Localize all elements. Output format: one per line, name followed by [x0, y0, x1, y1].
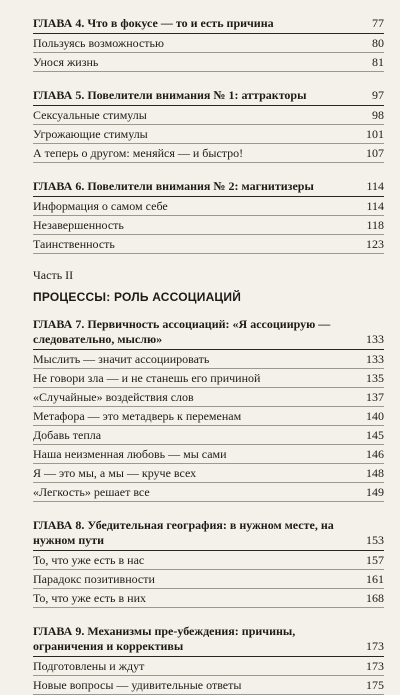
part-label: Часть II [33, 268, 74, 282]
page-number: 101 [366, 127, 384, 141]
entry-title: Добавь тепла [33, 428, 102, 442]
toc-entry[interactable] [33, 350, 384, 369]
chapter-title: ГЛАВА 5. Повелители внимания № 1: аттракторы [33, 88, 307, 102]
page-number: 118 [366, 218, 384, 232]
chapter-title: ГЛАВА 6. Повелители внимания № 2: магнитизеры [33, 179, 314, 193]
chapter-heading[interactable] [33, 177, 384, 197]
page-number: 107 [366, 146, 384, 160]
toc-entry[interactable] [33, 369, 384, 388]
toc-entry[interactable] [33, 144, 384, 163]
toc-entry[interactable] [33, 34, 384, 53]
toc-entry[interactable] [33, 551, 384, 570]
chapter-title: ГЛАВА 7. Первичность ассоциаций: «Я ассоциирую — следовательно, мыслю» [33, 317, 331, 346]
page-number: 114 [366, 199, 384, 213]
entry-title: Угрожающие стимулы [33, 127, 148, 141]
spacer [33, 502, 384, 516]
toc-entry[interactable] [33, 125, 384, 144]
toc-entry[interactable] [33, 216, 384, 235]
entry-title: «Легкость» решает все [33, 485, 150, 499]
chapter-heading[interactable] [33, 516, 384, 551]
entry-title: Пользуясь возможностью [33, 36, 164, 50]
page-number: 80 [372, 36, 384, 50]
page-number: 145 [366, 428, 384, 442]
chapter-heading[interactable] [33, 315, 384, 350]
toc-entry[interactable] [33, 235, 384, 254]
page-number: 161 [366, 572, 384, 586]
entry-title: Парадокс позитивности [33, 572, 155, 586]
toc-entry[interactable] [33, 53, 384, 72]
entry-title: «Случайные» воздействия слов [33, 390, 194, 404]
toc-entry[interactable] [33, 570, 384, 589]
spacer [33, 163, 384, 177]
page-number: 149 [366, 485, 384, 499]
entry-title: Новые вопросы — удивительные ответы [33, 678, 242, 692]
entry-title: Не говори зла — и не станешь его причиной [33, 371, 261, 385]
chapter-heading[interactable] [33, 14, 384, 34]
page-number: 123 [366, 237, 384, 251]
page-number: 97 [372, 88, 384, 102]
page-number: 173 [366, 639, 384, 653]
page-number: 168 [366, 591, 384, 605]
entry-title: Мыслить — значит ассоциировать [33, 352, 210, 366]
page-number: 135 [366, 371, 384, 385]
entry-title: А теперь о другом: меняйся — и быстро! [33, 146, 244, 160]
entry-title: Информация о самом себе [33, 199, 168, 213]
page-number: 114 [366, 179, 384, 193]
page-number: 98 [372, 108, 384, 122]
page-number: 140 [366, 409, 384, 423]
chapter-4 [33, 14, 384, 72]
toc-entry[interactable] [33, 445, 384, 464]
entry-title: Я — это мы, а мы — круче всех [33, 466, 197, 480]
entry-title: Метафора — это метадверь к переменам [33, 409, 242, 423]
chapter-7 [33, 315, 384, 502]
page-number: 173 [366, 659, 384, 673]
spacer [33, 72, 384, 86]
page-number: 153 [366, 533, 384, 547]
entry-title: Таинственность [33, 237, 115, 251]
chapter-6 [33, 177, 384, 254]
page-number: 137 [366, 390, 384, 404]
page-number: 157 [366, 553, 384, 567]
chapter-9 [33, 622, 384, 695]
toc-entry[interactable] [33, 407, 384, 426]
page-number: 81 [372, 55, 384, 69]
entry-title: Сексуальные стимулы [33, 108, 147, 122]
chapter-title: ГЛАВА 4. Что в фокусе — то и есть причина [33, 16, 274, 30]
entry-title: Незавершенность [33, 218, 124, 232]
chapter-5 [33, 86, 384, 163]
toc-entry[interactable] [33, 388, 384, 407]
page-number: 133 [366, 352, 384, 366]
entry-title: То, что уже есть в нас [33, 553, 145, 567]
entry-title: Наша неизменная любовь — мы сами [33, 447, 227, 461]
entry-title: Подготовлены и ждут [33, 659, 145, 673]
toc-entry[interactable] [33, 657, 384, 676]
page-number: 77 [372, 16, 384, 30]
page-number: 175 [366, 678, 384, 692]
page-number: 148 [366, 466, 384, 480]
toc-entry[interactable] [33, 483, 384, 502]
entry-title: Унося жизнь [33, 55, 99, 69]
spacer [33, 608, 384, 622]
toc-entry[interactable] [33, 106, 384, 125]
chapter-title: ГЛАВА 9. Механизмы пре-убеждения: причины, ограничения и коррективы [33, 624, 296, 653]
part-title: ПРОЦЕССЫ: РОЛЬ АССОЦИАЦИЙ [33, 290, 242, 304]
toc-entry[interactable] [33, 589, 384, 608]
chapter-8 [33, 516, 384, 608]
page-number: 133 [366, 332, 384, 346]
chapter-heading[interactable] [33, 622, 384, 657]
chapter-heading[interactable] [33, 86, 384, 106]
entry-title: То, что уже есть в них [33, 591, 147, 605]
toc-entry[interactable] [33, 676, 384, 695]
chapter-title: ГЛАВА 8. Убедительная география: в нужном месте, на нужном пути [33, 518, 334, 547]
toc-entry[interactable] [33, 197, 384, 216]
toc-entry[interactable] [33, 464, 384, 483]
toc-entry[interactable] [33, 426, 384, 445]
page-number: 146 [366, 447, 384, 461]
